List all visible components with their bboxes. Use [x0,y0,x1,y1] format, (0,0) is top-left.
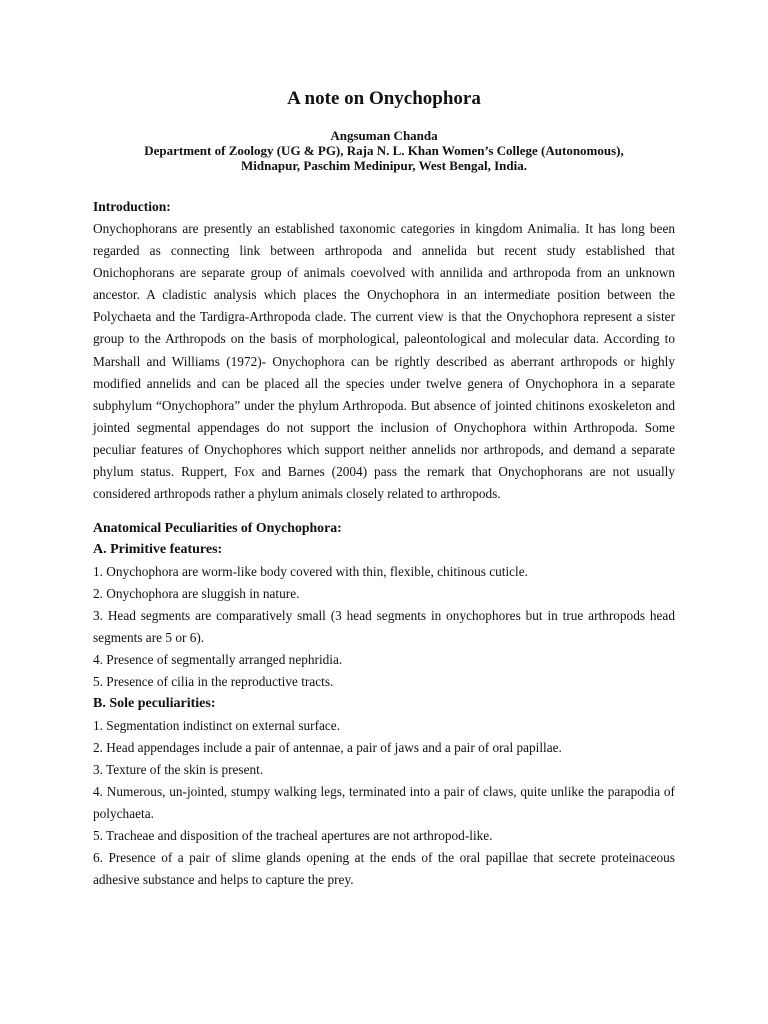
author-name: Angsuman Chanda [330,128,438,143]
sole-peculiarities-list [93,715,675,891]
list-item: 4. Numerous, un-jointed, stumpy walking legs, terminated into a pair of claws, quite unlike the parapodia of polychaeta. [93,784,675,822]
list-item: 2. Head appendages include a pair of antennae, a pair of jaws and a pair of oral papillae. [93,740,562,756]
author-block [93,128,675,173]
introduction-heading: Introduction: [93,199,171,214]
document-title: A note on Onychophora [287,88,481,109]
introduction-paragraph: Onychophorans are presently an established taxonomic categories in kingdom Animalia. It has long been regarded as connecting link between arthropoda and annelida but recent study established that Onichophorans are separate group of animals coevolved with annilida and arthropoda from an unknown ancestor. A cladistic analysis which places the Onychophora in an intermediate position between the Polychaeta and the Tardigra-Arthropoda clade. The current view is that the Onychophora represent a sister group to the Arthropods on the basis of morphological, paleontological and molecular data. According to Marshall and Williams (1972)- Onychophora can be rightly described as aberrant arthropods or highly modified annelids and can be placed all the species under twelve genera of Onychophora in a separate subphylum “Onychophora” under the phylum Arthropoda. But absence of jointed chitinons exoskeleton and jointed segmental appendages do not support the inclusion of Onychophora within Arthropoda. Some peculiar features of Onychophores which support neither annelids nor arthropods, and demand a separate phylum status. Ruppert, Fox and Barnes (2004) pass the remark that Onychophorans are not usually considered arthropods rather a phylum animals closely related to arthropods. [93,221,675,502]
list-item: 3. Texture of the skin is present. [93,762,264,778]
primitive-features-heading: A. Primitive features: [93,542,223,558]
anatomy-heading: Anatomical Peculiarities of Onychophora: [93,520,342,536]
list-item: 4. Presence of segmentally arranged nephridia. [93,652,343,668]
author-affiliation-line-2: Midnapur, Paschim Medinipur, West Bengal, India. [241,158,527,173]
list-item: 1. Onychophora are worm-like body covered with thin, flexible, chitinous cuticle. [93,564,528,580]
section-gap [93,505,675,517]
list-item: 5. Tracheae and disposition of the tracheal apertures are not arthropod-like. [93,828,493,844]
list-item: 2. Onychophora are sluggish in nature. [93,586,300,602]
list-item: 1. Segmentation indistinct on external surface. [93,718,341,734]
author-affiliation-line-1: Department of Zoology (UG & PG), Raja N. L. Khan Women’s College (Autonomous), [144,143,624,158]
list-item: 3. Head segments are comparatively small (3 head segments in onychophores but in true arthropods head segments are 5 or 6). [93,608,675,646]
sole-peculiarities-heading: B. Sole peculiarities: [93,696,216,712]
list-item: 6. Presence of a pair of slime glands opening at the ends of the oral papillae that secrete proteinaceous adhesive substance and helps to capture the prey. [93,850,675,888]
document-body [93,196,675,891]
list-item: 5. Presence of cilia in the reproductive tracts. [93,674,334,690]
primitive-features-list [93,561,675,693]
